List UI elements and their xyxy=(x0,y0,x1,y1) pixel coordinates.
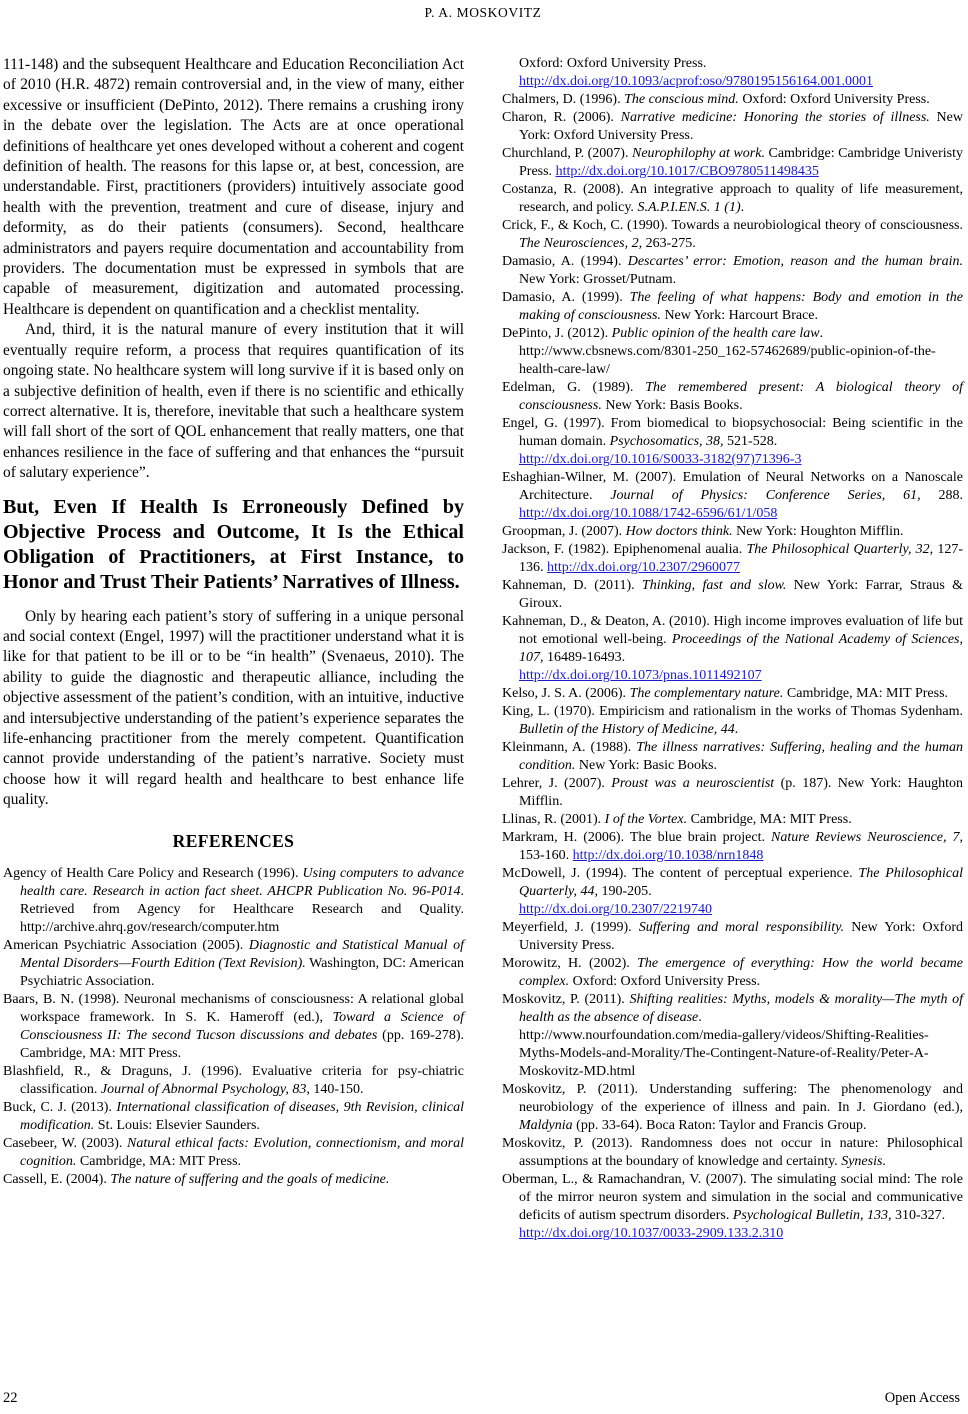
reference-text: Chalmers, D. (1996). xyxy=(502,92,625,107)
reference-text: Oberman, L., & Ramachandran, V. (2007). The simulating social mind: The role of the mirror neuron system and simulation in the social and communicative deficits of autism spectrum disorders. xyxy=(502,1172,963,1223)
reference-entry xyxy=(502,145,963,181)
reference-text: http://www.cbsnews.com/8301-250_162-57462689/public-opinion-of-the-health-care-law/ xyxy=(519,344,936,377)
running-head: P. A. MOSKOVITZ xyxy=(424,5,542,20)
right-column xyxy=(502,55,963,1243)
reference-text: Damasio, A. (1994). xyxy=(502,254,628,269)
reference-italic-text: The feeling of what happens: Body and emotion in the making of consciousness. xyxy=(519,290,963,323)
reference-text: McDowell, J. (1994). The content of perceptual experience. xyxy=(502,866,859,881)
reference-entry xyxy=(502,865,963,919)
references-list-left xyxy=(3,865,464,1189)
reference-italic-text: International classification of diseases, 9th Revision, clinical modification. xyxy=(20,1099,464,1133)
references-title: REFERENCES xyxy=(172,830,295,851)
reference-text: Jackson, F. (1982). Epiphenomenal aualia. xyxy=(502,542,747,557)
reference-text: Morowitz, H. (2002). xyxy=(502,956,638,971)
reference-text: 16489-16493. xyxy=(543,650,626,665)
reference-text: Kleinmann, A. (1988). xyxy=(502,740,637,755)
reference-italic-text: Journal of Physics: Conference Series, 61, xyxy=(610,488,921,503)
reference-italic-text: Diagnostic and Statistical Manual of Mental Disorders—Fourth Edition (Text Revision). xyxy=(20,937,464,971)
reference-text: Kahneman, D. (2011). xyxy=(502,578,642,593)
reference-url-link[interactable]: http://dx.doi.org/10.2307/2219740 xyxy=(519,902,713,917)
reference-text: (pp. 169-278). Cambridge, MA: MIT Press. xyxy=(20,1027,464,1061)
reference-text: Moskovitz, P. (2011). xyxy=(502,992,630,1007)
open-access-label: Open Access xyxy=(884,1390,960,1406)
reference-text: New York: Basis Books. xyxy=(601,398,743,413)
reference-entry xyxy=(502,919,963,955)
reference-text: . xyxy=(698,1010,702,1025)
reference-entry xyxy=(502,91,963,109)
reference-text: 288. xyxy=(920,488,963,503)
reference-entry xyxy=(3,865,464,937)
reference-italic-text: Synesis xyxy=(841,1154,883,1169)
reference-text: New York: Oxford University Press. xyxy=(519,110,963,143)
reference-italic-text: Thinking, fast and slow. xyxy=(641,578,787,593)
reference-text: Cambridge, MA: MIT Press. xyxy=(76,1153,242,1169)
reference-text: Buck, C. J. (2013). xyxy=(3,1099,117,1115)
reference-entry xyxy=(3,1171,464,1189)
page-footer xyxy=(3,1390,960,1407)
reference-text: Cambridge: Cambridge Univeristy Press. xyxy=(519,146,963,179)
reference-text: Casebeer, W. (2003). xyxy=(3,1135,127,1151)
reference-entry xyxy=(502,289,963,325)
reference-text: http://www.nourfoundation.com/media-gallery/videos/Shifting-Realities-Myths-Models-and-Morality/The-Contingent-Nature-of-Reality/Peter-A-Moskovitz-MD.html xyxy=(519,1028,929,1079)
reference-entry xyxy=(502,955,963,991)
reference-italic-text: Shifting realities: Myths, models & morality—The myth of health as the absence of disease xyxy=(519,992,963,1025)
reference-text: Crick, F., & Koch, C. (1990). Towards a neurobiological theory of consciousness. xyxy=(502,218,963,233)
reference-italic-text: Nature Reviews Neuroscience, 7, xyxy=(770,830,963,845)
reference-text: Oxford: Oxford University Press. xyxy=(569,974,761,989)
reference-italic-text: Maldynia xyxy=(519,1118,573,1133)
reference-entry xyxy=(502,829,963,865)
reference-italic-text: The Neurosciences, 2, xyxy=(519,236,643,251)
page-number: 22 xyxy=(3,1390,18,1406)
reference-url-link[interactable]: http://dx.doi.org/10.2307/2960077 xyxy=(547,560,741,575)
reference-text: . xyxy=(740,200,745,215)
reference-url-link[interactable]: http://dx.doi.org/10.1038/nrn1848 xyxy=(572,848,764,863)
reference-italic-text: Psychosomatics, 38, xyxy=(609,434,724,449)
reference-url-link[interactable]: http://dx.doi.org/10.1088/1742-6596/61/1/058 xyxy=(519,506,778,521)
reference-italic-text: Neurophilophy at work. xyxy=(632,146,765,161)
reference-text: Moskovitz, P. (2011). Understanding suffering: The phenomenology and neurobiology of the experience of illness and pain. In J. Giordano (ed.), xyxy=(502,1082,963,1115)
reference-italic-text: Narrative medicine: Honoring the stories of illness. xyxy=(620,110,930,125)
reference-text: 190-205. xyxy=(597,884,652,899)
reference-text: Cambridge, MA: MIT Press. xyxy=(783,686,949,701)
reference-italic-text: Using computers to advance health care. Research in action fact sheet. AHCPR Publication No. 96-P014 xyxy=(20,865,464,899)
reference-entry xyxy=(502,613,963,685)
reference-italic-text: Proceedings of the National Academy of Sciences, 107, xyxy=(519,632,964,665)
reference-text: Moskovitz, P. (2013). Randomness does not occur in nature: Philosophical assumptions at the boundary of knowledge and certainty. xyxy=(502,1136,963,1169)
reference-entry xyxy=(502,685,963,703)
reference-text: Meyerfield, J. (1999). xyxy=(502,920,639,935)
reference-italic-text: Bulletin of the History of Medicine, 44 xyxy=(519,722,735,737)
reference-text: 521-528. xyxy=(723,434,778,449)
reference-text: Oxford: Oxford University Press. xyxy=(519,56,707,71)
reference-entry xyxy=(3,1099,464,1135)
reference-italic-text: How doctors think. xyxy=(625,524,733,539)
reference-text: Oxford: Oxford University Press. xyxy=(738,92,930,107)
reference-text: Eshaghian-Wilner, M. (2007). Emulation of Neural Networks on a Nanoscale Architecture. xyxy=(502,470,963,503)
reference-text: American Psychiatric Association (2005). xyxy=(3,937,249,953)
reference-text: Markram, H. (2006). The blue brain project. xyxy=(502,830,771,845)
reference-text: . Retrieved from Agency for Healthcare Research and Quality. http://archive.ahrq.gov/research/computer.htm xyxy=(20,883,464,935)
reference-text: Kelso, J. S. A. (2006). xyxy=(502,686,630,701)
reference-text: Charon, R. (2006). xyxy=(502,110,621,125)
reference-text: Churchland, P. (2007). xyxy=(502,146,632,161)
reference-text: New York: Oxford University Press. xyxy=(519,920,963,953)
reference-entry xyxy=(502,379,963,415)
reference-italic-text: The Philosophical Quarterly, 32, xyxy=(746,542,934,557)
reference-italic-text: The complementary nature. xyxy=(629,686,784,701)
reference-text: New York: Farrar, Straus & Giroux. xyxy=(519,578,963,611)
reference-italic-text: S.A.P.I.EN.S. 1 (1) xyxy=(637,200,741,215)
reference-text: Cambridge, MA: MIT Press. xyxy=(687,812,852,827)
reference-text: 153-160. xyxy=(519,848,573,863)
reference-italic-text: Toward a Science of Consciousness II: The second Tucson discussions and debates xyxy=(20,1009,464,1043)
reference-text: New York: Grosset/Putnam. xyxy=(519,272,677,287)
reference-text: Lehrer, J. (2007). xyxy=(502,776,612,791)
reference-italic-text: Journal of Abnormal Psychology, 83, xyxy=(100,1081,310,1097)
reference-entry xyxy=(3,1063,464,1099)
reference-text: DePinto, J. (2012). xyxy=(502,326,612,341)
reference-text: Edelman, G. (1989). xyxy=(502,380,646,395)
reference-text: Llinas, R. (2001). xyxy=(502,812,605,827)
reference-entry xyxy=(502,181,963,217)
reference-italic-text: Suffering and moral responsibility. xyxy=(638,920,845,935)
reference-text: 140-150. xyxy=(309,1081,364,1097)
reference-url-link[interactable]: http://dx.doi.org/10.1016/S0033-3182(97)71396-3 xyxy=(519,452,802,467)
reference-text: . xyxy=(819,326,824,341)
reference-text: 310-327. xyxy=(891,1208,946,1223)
reference-italic-text: The illness narratives: Suffering, healing and the human condition. xyxy=(519,740,963,773)
references-list-right xyxy=(502,55,963,1243)
reference-text: (p. 187). New York: Haughton Mifflin. xyxy=(519,776,964,809)
reference-text: New York: Harcourt Brace. xyxy=(660,308,819,323)
reference-italic-text: Public opinion of the health care law xyxy=(611,326,820,341)
reference-text: Baars, B. N. (1998). Neuronal mechanisms of consciousness: A relational global workspace framework. In S. K. Hameroff (ed.), xyxy=(3,991,464,1025)
reference-entry xyxy=(502,1135,963,1171)
reference-text: St. Louis: Elsevier Saunders. xyxy=(94,1117,260,1133)
reference-url-link[interactable]: http://dx.doi.org/10.1017/CBO9780511498435 xyxy=(555,164,819,179)
reference-url-link[interactable]: http://dx.doi.org/10.1073/pnas.1011492107 xyxy=(519,668,762,683)
reference-italic-text: I of the Vortex. xyxy=(604,812,688,827)
reference-entry xyxy=(502,253,963,289)
reference-url-link[interactable]: http://dx.doi.org/10.1037/0033-2909.133.2.310 xyxy=(519,1226,784,1241)
reference-text: Damasio, A. (1999). xyxy=(502,290,630,305)
reference-italic-text: The remembered present: A biological theory of consciousness. xyxy=(519,380,964,413)
reference-entry xyxy=(502,523,963,541)
reference-text: Kahneman, D., & Deaton, A. (2010). High income improves evaluation of life but not emotional well-being. xyxy=(502,614,963,647)
reference-text: 127-136. xyxy=(519,542,963,575)
reference-entry xyxy=(3,937,464,991)
body-paragraph-3: Only by hearing each patient’s story of suffering in a unique personal and social context (Engel, 1997) will the practitioner understand what it is like for that patient to be ill or to be “in health” (Svenaeus, 2010). The ability to guide the diagnostic and therapeutic alliance, including the objective assessment of the patient’s condition, with an intuitive, inductive and intersubjective understanding of the patient’s experience separates the life-enhancing practitioner from the merely competent. Quantification cannot provide understanding of the patient’s narrative. Society must choose how it will regard health and healthcare to best enhance life quality. xyxy=(3,607,464,809)
reference-url-link[interactable]: http://dx.doi.org/10.1093/acprof:oso/9780195156164.001.0001 xyxy=(519,74,874,89)
reference-entry xyxy=(502,325,963,379)
reference-text: Costanza, R. (2008). An integrative approach to quality of life measurement, research, and policy. xyxy=(502,182,963,215)
reference-entry xyxy=(502,1081,963,1135)
reference-entry xyxy=(502,469,963,523)
reference-text: . xyxy=(882,1154,886,1169)
reference-text: Blashfield, R., & Draguns, J. (1996). Evaluative criteria for psy-chiatric classification. xyxy=(3,1063,464,1097)
reference-entry xyxy=(502,577,963,613)
two-column-layout xyxy=(3,55,963,1243)
reference-italic-text: Proust was a neuroscientist xyxy=(611,776,775,791)
reference-text: Washington, DC: American Psychiatric Association. xyxy=(20,955,464,989)
reference-entry xyxy=(502,811,963,829)
reference-text: Agency of Health Care Policy and Research (1996). xyxy=(3,865,303,881)
reference-text: . xyxy=(734,722,739,737)
reference-entry xyxy=(3,1135,464,1171)
reference-italic-text: The emergence of everything: How the world became complex. xyxy=(519,956,963,989)
reference-entry xyxy=(502,109,963,145)
reference-entry xyxy=(502,217,963,253)
reference-text: King, L. (1970). Empiricism and rationalism in the works of Thomas Sydenham. xyxy=(502,704,963,719)
reference-entry xyxy=(3,991,464,1063)
reference-italic-text: Psychological Bulletin, 133, xyxy=(732,1208,892,1223)
reference-entry xyxy=(502,703,963,739)
reference-text: Cassell, E. (2004). xyxy=(3,1171,111,1187)
reference-italic-text: The nature of suffering and the goals of medicine. xyxy=(110,1171,390,1187)
reference-entry xyxy=(502,739,963,775)
reference-text: New York: Basic Books. xyxy=(575,758,717,773)
reference-entry xyxy=(502,415,963,469)
body-paragraph-2: And, third, it is the natural manure of every institution that it will eventually require reform, a process that requires quantification of its ongoing state. No healthcare system will long survive if it is based only on a subjective definition of health, even if there is no scientific and ethically correct alternative. It is, therefore, inevitable that such a healthcare system will fall short of the sort of QOL enhancement that really matters, one that enhances resilience in the face of suffering and that enhances the “pursuit of salutary experience”. xyxy=(3,321,464,482)
reference-italic-text: Natural ethical facts: Evolution, connectionism, and moral cognition. xyxy=(20,1135,464,1169)
body-paragraph-1: 111-148) and the subsequent Healthcare and Education Reconciliation Act of 2010 (H.R. 4872) remain controversial and, in the view of many, either excessive or insufficient (DePinto, 2012). There remains a crushing irony in the debate over the legislation. The Acts are at once operational definitions of healthcare yet ones developed without a coherent and cogent definition of health. The reasons for this lapse or, at best, concession, are understandable. First, practitioners (providers) intuitively associate good health with the prevention, treatment and cure of disease, injury and deformity, as do their patients (consumers). Second, healthcare administrators and payers require documentation and accountability from providers. The documentation must be expressed in symbols that are capable of measurement, digitization and automated processing. Healthcare is dependent on quantification and a checklist mentality. xyxy=(3,56,464,318)
reference-italic-text: The Philosophical Quarterly, 44, xyxy=(519,866,964,899)
left-column xyxy=(3,55,464,1243)
reference-entry xyxy=(502,541,963,577)
section-heading: But, Even If Health Is Erroneously Defined by Objective Process and Outcome, It Is the Ethical Obligation of Practitioners, at First Instance, to Honor and Trust Their Patients’ Narratives of Illness. xyxy=(3,495,464,593)
reference-text: Engel, G. (1997). From biomedical to biopsychosocial: Being scientific in the human domain. xyxy=(502,416,963,449)
reference-entry xyxy=(502,991,963,1081)
reference-text: New York: Houghton Mifflin. xyxy=(732,524,904,539)
reference-entry xyxy=(502,1171,963,1243)
reference-italic-text: The conscious mind. xyxy=(624,92,739,107)
reference-text: Groopman, J. (2007). xyxy=(502,524,626,539)
reference-text: (pp. 33-64). Boca Raton: Taylor and Francis Group. xyxy=(572,1118,867,1133)
reference-entry-continuation xyxy=(502,55,963,91)
reference-italic-text: Descartes’ error: Emotion, reason and the human brain. xyxy=(627,254,963,269)
reference-entry xyxy=(502,775,963,811)
reference-text: 263-275. xyxy=(642,236,696,251)
